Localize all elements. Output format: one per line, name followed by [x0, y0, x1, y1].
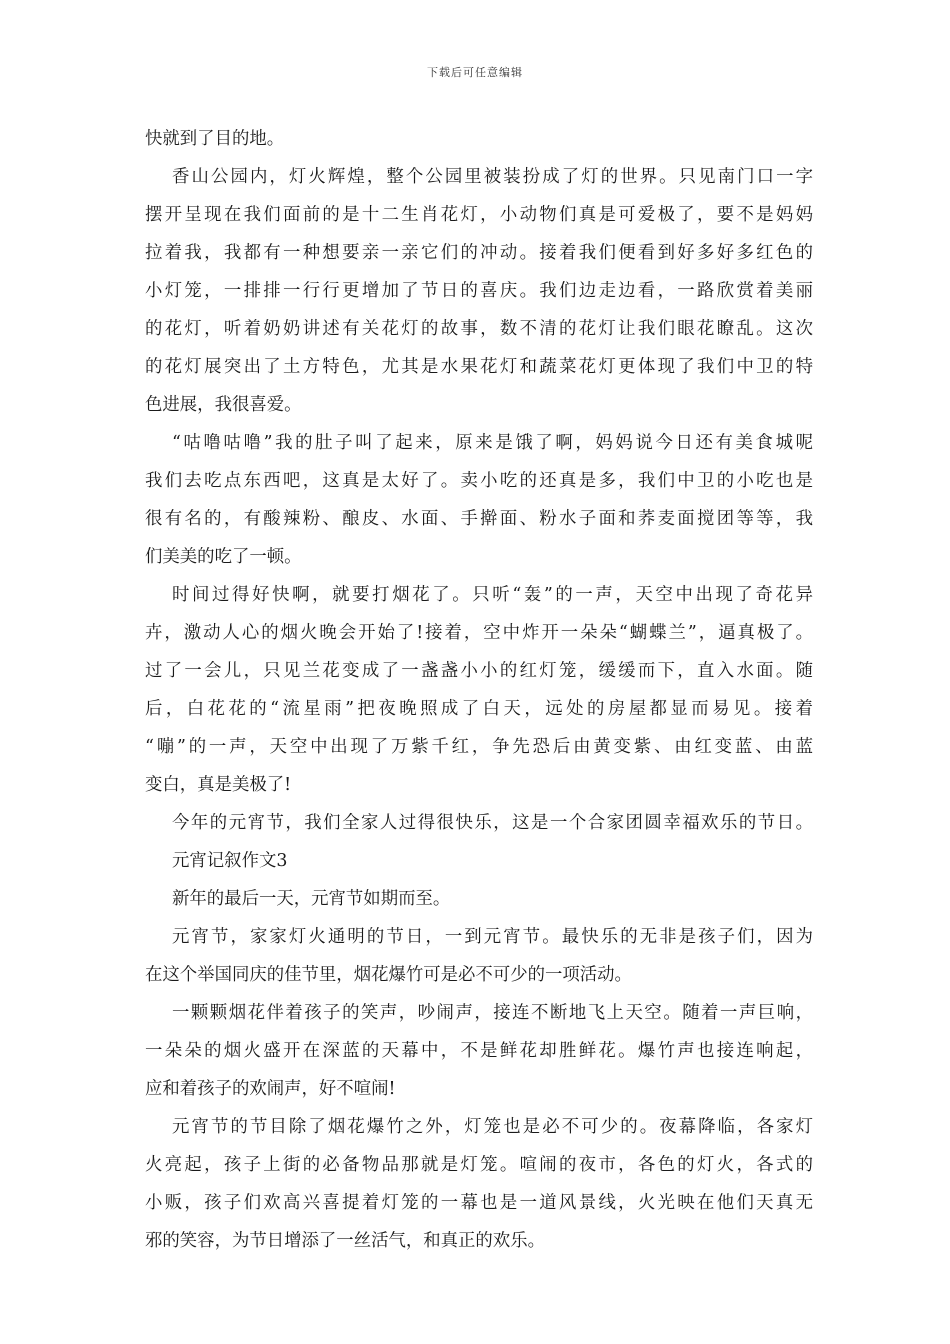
text-line: 元宵记叙作文3 [172, 851, 288, 871]
text-line: 今年的元宵节，我们全家人过得很快乐，这是一个合家团圆幸福欢乐的节日。 [172, 813, 813, 833]
text-line: 在这个举国同庆的佳节里，烟花爆竹可是必不可少的一项活动。 [145, 965, 632, 985]
text-line: 火亮起，孩子上街的必备物品那就是灯笼。喧闹的夜市，各色的灯火，各式的 [145, 1155, 813, 1175]
text-line: 一颗颗烟花伴着孩子的笑声，吵闹声，接连不断地飞上天空。随着一声巨响， [172, 1003, 813, 1023]
text-line: 一朵朵的烟火盛开在深蓝的天幕中，不是鲜花却胜鲜花。爆竹声也接连响起， [145, 1041, 813, 1061]
text-line: 应和着孩子的欢闹声，好不喧闹! [145, 1079, 396, 1099]
text-line: 卉，激动人心的烟火晚会开始了!接着，空中炸开一朵朵“蝴蝶兰”，逼真极了。 [145, 623, 813, 643]
text-line: 们美美的吃了一顿。 [145, 547, 302, 567]
text-line: 色进展，我很喜爱。 [145, 395, 302, 415]
document-body [145, 120, 813, 1260]
text-line: 拉着我，我都有一种想要亲一亲它们的冲动。接着我们便看到好多好多红色的 [145, 243, 813, 263]
text-line: 时间过得好快啊，就要打烟花了。只听“轰”的一声，天空中出现了奇花异 [172, 585, 813, 605]
text-line: 快就到了目的地。 [145, 129, 285, 149]
text-line: 小贩，孩子们欢高兴喜提着灯笼的一幕也是一道风景线，火光映在他们天真无 [145, 1193, 813, 1213]
text-line: 香山公园内，灯火辉煌，整个公园里被装扮成了灯的世界。只见南门口一字 [172, 167, 813, 187]
text-line: 元宵节，家家灯火通明的节日，一到元宵节。最快乐的无非是孩子们，因为 [172, 927, 813, 947]
text-line: “嘣”的一声，天空中出现了万紫千红，争先恐后由黄变紫、由红变蓝、由蓝 [145, 737, 813, 757]
text-line: 后，白花花的“流星雨”把夜晚照成了白天，远处的房屋都显而易见。接着 [145, 699, 813, 719]
text-line: 变白，真是美极了! [145, 775, 292, 795]
text-line: “咕噜咕噜”我的肚子叫了起来，原来是饿了啊，妈妈说今日还有美食城呢 [172, 433, 813, 453]
text-line: 新年的最后一天，元宵节如期而至。 [172, 889, 451, 909]
text-line: 摆开呈现在我们面前的是十二生肖花灯，小动物们真是可爱极了，要不是妈妈 [145, 205, 813, 225]
text-line: 的花灯展突出了土方特色，尤其是水果花灯和蔬菜花灯更体现了我们中卫的特 [145, 357, 813, 377]
text-line: 的花灯，听着奶奶讲述有关花灯的故事，数不清的花灯让我们眼花瞭乱。这次 [145, 319, 813, 339]
text-line: 小灯笼，一排排一行行更增加了节日的喜庆。我们边走边看，一路欣赏着美丽 [145, 281, 813, 301]
text-line: 很有名的，有酸辣粉、酿皮、水面、手擀面、粉水子面和荞麦面搅团等等，我 [145, 509, 813, 529]
text-line: 元宵节的节目除了烟花爆竹之外，灯笼也是必不可少的。夜幕降临，各家灯 [172, 1117, 813, 1137]
text-line: 过了一会儿，只见兰花变成了一盏盏小小的红灯笼，缓缓而下，直入水面。随 [145, 661, 813, 681]
text-line: 我们去吃点东西吧，这真是太好了。卖小吃的还真是多，我们中卫的小吃也是 [145, 471, 813, 491]
text-line: 邪的笑容，为节日增添了一丝活气，和真正的欢乐。 [145, 1231, 545, 1251]
page-header: 下载后可任意编辑 [427, 66, 523, 79]
